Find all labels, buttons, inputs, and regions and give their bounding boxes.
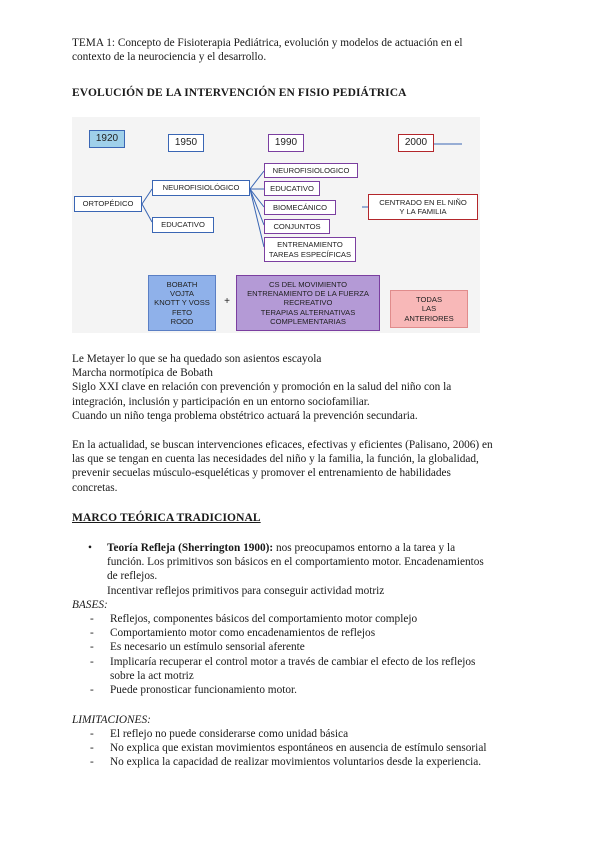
limitacion-item: - No explica la capacidad de realizar movimientos voluntarios desde la experiencia. bbox=[72, 755, 542, 769]
bases-list bbox=[72, 612, 542, 697]
all-previous-box bbox=[390, 290, 468, 328]
all-line-3: ANTERIORES bbox=[404, 313, 454, 323]
actualidad-paragraph bbox=[72, 438, 542, 495]
teoria-line-2: función. Los primitivos son básicos en el comportamiento motor. Encadenamientos bbox=[107, 556, 484, 569]
teoria-refleja-text: nos preocupamos entorno a la tarea y la bbox=[273, 542, 456, 554]
node-conjuntos: CONJUNTOS bbox=[264, 219, 330, 234]
modern-line-1: CS DEL MOVIMIENTO bbox=[268, 279, 348, 289]
node-educativo-1950: EDUCATIVO bbox=[152, 217, 214, 233]
section-heading-marco: MARCO TEÓRICA TRADICIONAL bbox=[72, 512, 261, 524]
entrenamiento-line-1: ENTRENAMIENTO bbox=[277, 240, 343, 250]
paragraph-line: En la actualidad, se buscan intervenciones eficaces, efectivas y eficientes (Palisano, 2006) en bbox=[72, 439, 493, 451]
node-neurofisiologico-1950: NEUROFISIOLÓGICO bbox=[152, 180, 250, 196]
node-entrenamiento bbox=[264, 237, 356, 262]
node-neurofisiologico-1990: NEUROFISIOLOGICO bbox=[264, 163, 358, 178]
node-biomecanico: BIOMECÁNICO bbox=[264, 200, 336, 215]
all-line-1: TODAS bbox=[415, 295, 443, 305]
bases-item: - Comportamiento motor como encadenamientos de reflejos bbox=[72, 626, 542, 640]
note-line: integración, inclusión y participación en un entorno sociofamiliar. bbox=[72, 395, 370, 408]
title-line-1: TEMA 1: Concepto de Fisioterapia Pediátrica, evolución y modelos de actuación en el bbox=[72, 37, 463, 49]
bases-item: - Implicaría recuperar el control motor a través de cambiar el efecto de los reflejos bbox=[72, 655, 542, 669]
plus-sign: + bbox=[224, 296, 230, 308]
paragraph-line: las que se tengan en cuenta las necesidades del niño y la familia, la función, la globalidad, bbox=[72, 453, 479, 466]
paragraph-line: concretas. bbox=[72, 481, 118, 494]
method-bobath: BOBATH bbox=[166, 279, 198, 289]
modern-line-4: TERAPIAS ALTERNATIVAS bbox=[260, 307, 356, 317]
note-line: Le Metayer lo que se ha quedado son asientos escayola bbox=[72, 353, 322, 365]
limitacion-item: - No explica que existan movimientos espontáneos en ausencia de estímulo sensorial bbox=[72, 741, 542, 755]
bases-item: - Puede pronosticar funcionamiento motor. bbox=[72, 683, 542, 697]
year-1920: 1920 bbox=[89, 130, 125, 148]
note-line: Marcha normotípica de Bobath bbox=[72, 367, 213, 380]
title-line-2: contexto de la neurociencia y el desarrollo. bbox=[72, 51, 267, 64]
method-vojta: VOJTA bbox=[170, 289, 194, 299]
document-title bbox=[72, 36, 463, 64]
teoria-line-4: Incentivar reflejos primitivos para conseguir actividad motriz bbox=[107, 584, 385, 597]
section-heading-evolucion: EVOLUCIÓN DE LA INTERVENCIÓN EN FISIO PEDIÁTRICA bbox=[72, 87, 407, 99]
method-feto: FETO bbox=[171, 307, 193, 317]
modern-line-3: RECREATIVO bbox=[283, 298, 333, 308]
node-ortopedico: ORTOPÉDICO bbox=[74, 196, 142, 212]
all-line-2: LAS bbox=[421, 304, 437, 314]
note-line: Cuando un niño tenga problema obstétrico actuará la prevención secundaria. bbox=[72, 409, 418, 422]
limitaciones-label: LIMITACIONES: bbox=[72, 714, 151, 726]
teoria-line-3: de reflejos. bbox=[107, 570, 158, 583]
bases-label: BASES: bbox=[72, 599, 108, 611]
teoria-refleja-title: Teoría Refleja (Sherrington 1900): bbox=[107, 542, 274, 554]
limitaciones-list bbox=[72, 727, 542, 770]
year-2000: 2000 bbox=[398, 134, 434, 152]
bullet-symbol: • bbox=[88, 542, 92, 554]
year-1990: 1990 bbox=[268, 134, 304, 152]
node-centrado-nino bbox=[368, 194, 478, 220]
limitacion-item: - El reflejo no puede considerarse como unidad básica bbox=[72, 727, 542, 741]
methods-box bbox=[148, 275, 216, 331]
year-1950: 1950 bbox=[168, 134, 204, 152]
paragraph-line: prevenir secuelas músculo-esqueléticas y promover el entrenamiento de habilidades bbox=[72, 467, 451, 480]
modern-line-2: ENTRENAMIENTO DE LA FUERZA bbox=[247, 289, 369, 299]
evolution-diagram bbox=[72, 117, 480, 333]
centrado-line-1: CENTRADO EN EL NIÑO bbox=[379, 197, 467, 207]
bases-item-continued: sobre la act motriz bbox=[110, 669, 194, 682]
bases-item: - Es necesario un estímulo sensorial aferente bbox=[72, 640, 542, 654]
method-rood: ROOD bbox=[170, 316, 194, 326]
method-knott-voss: KNOTT Y VOSS bbox=[154, 298, 210, 308]
bases-item: - Reflejos, componentes básicos del comportamiento motor complejo bbox=[72, 612, 542, 626]
modern-line-5: COMPLEMENTARIAS bbox=[270, 316, 346, 326]
node-educativo-1990: EDUCATIVO bbox=[264, 181, 320, 196]
note-line: Siglo XXI clave en relación con prevención y promoción en la salud del niño con la bbox=[72, 381, 452, 394]
notes-block bbox=[72, 352, 542, 423]
centrado-line-2: Y LA FAMILIA bbox=[399, 207, 447, 216]
modern-approaches-box bbox=[236, 275, 380, 331]
entrenamiento-line-2: TAREAS ESPECÍFICAS bbox=[268, 249, 352, 259]
teoria-refleja-item bbox=[107, 541, 547, 598]
